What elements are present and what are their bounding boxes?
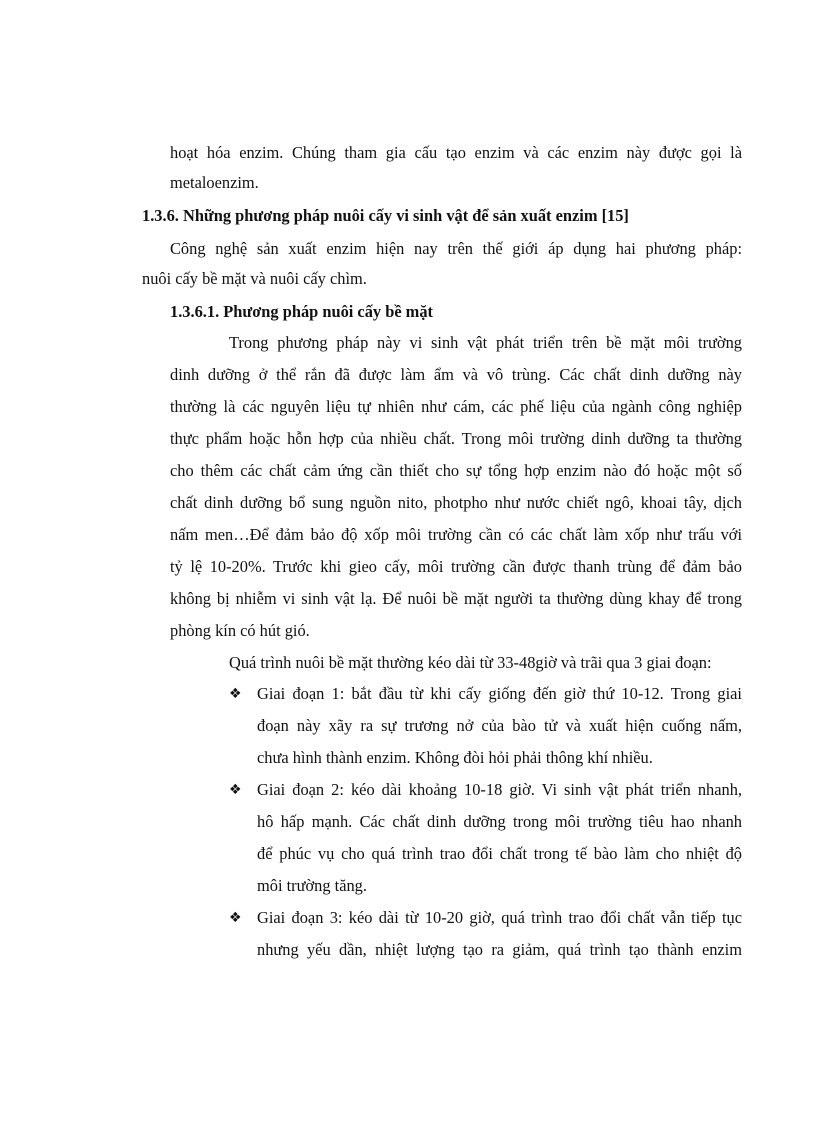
bullet-text-line: Giai đoạn 1: bắt đầu từ khi cấy giống đến giờ thứ 10-12. Trong giai bbox=[257, 684, 742, 703]
text-line: Trong phương pháp này vi sinh vật phát triển trên bề mặt môi trường bbox=[229, 333, 742, 352]
bullet-text-line: môi trường tăng. bbox=[257, 876, 367, 895]
section-heading: 1.3.6. Những phương pháp nuôi cấy vi sinh vật để sản xuất enzim [15] bbox=[142, 206, 629, 225]
bullet-text-line: Giai đoạn 2: kéo dài khoảng 10-18 giờ. Vi sinh vật phát triển nhanh, bbox=[257, 780, 742, 799]
text-line: dinh dưỡng ở thể rắn đã được làm ẩm và vô trùng. Các chất dinh dưỡng này bbox=[170, 365, 742, 384]
bullet-diamond-icon: ❖ bbox=[229, 686, 242, 702]
text-line: không bị nhiễm vi sinh vật lạ. Để nuôi bề mặt người ta thường dùng khay để trong bbox=[170, 589, 742, 608]
text-line: Quá trình nuôi bề mặt thường kéo dài từ 33-48giờ và trãi qua 3 giai đoạn: bbox=[229, 653, 712, 672]
text-line: thường là các nguyên liệu tự nhiên như cám, các phế liệu của ngành công nghiệp bbox=[170, 397, 742, 416]
text-line: nấm men…Để đảm bảo độ xốp môi trường cần có các chất làm xốp như trấu với bbox=[170, 525, 742, 544]
text-line: hoạt hóa enzim. Chúng tham gia cấu tạo enzim và các enzim này được gọi là bbox=[170, 143, 742, 162]
text-line: Công nghệ sản xuất enzim hiện nay trên thế giới áp dụng hai phương pháp: bbox=[170, 239, 742, 258]
text-line: chất dinh dưỡng bổ sung nguồn nito, photpho như nước chiết ngô, khoai tây, dịch bbox=[170, 493, 742, 512]
text-line: tỷ lệ 10-20%. Trước khi gieo cấy, môi trường cần được thanh trùng để đảm bảo bbox=[170, 557, 742, 576]
text-line: metaloenzim. bbox=[170, 173, 259, 192]
bullet-text-line: để phúc vụ cho quá trình trao đổi chất trong tế bào làm cho nhiệt độ bbox=[257, 844, 742, 863]
bullet-text-line: đoạn này xãy ra sự trương nở của bào tử và xuất hiện cuống nấm, bbox=[257, 716, 742, 735]
text-line: cho thêm các chất cảm ứng cần thiết cho sự tổng hợp enzim nào đó hoặc một số bbox=[170, 461, 742, 480]
bullet-diamond-icon: ❖ bbox=[229, 910, 242, 926]
bullet-text-line: hô hấp mạnh. Các chất dinh dưỡng trong môi trường tiêu hao nhanh bbox=[257, 812, 742, 831]
text-line: thực phẩm hoặc hỗn hợp của nhiều chất. Trong môi trường dinh dưỡng ta thường bbox=[170, 429, 742, 448]
text-line: nuôi cấy bề mặt và nuôi cấy chìm. bbox=[142, 269, 367, 288]
text-line: phòng kín có hút gió. bbox=[170, 621, 310, 640]
bullet-diamond-icon: ❖ bbox=[229, 782, 242, 798]
bullet-text-line: nhưng yếu dần, nhiệt lượng tạo ra giảm, quá trình tạo thành enzim bbox=[257, 940, 742, 959]
bullet-text-line: Giai đoạn 3: kéo dài từ 10-20 giờ, quá trình trao đổi chất vẫn tiếp tục bbox=[257, 908, 742, 927]
bullet-text-line: chưa hình thành enzim. Không đòi hỏi phải thông khí nhiều. bbox=[257, 748, 653, 767]
subsection-heading: 1.3.6.1. Phương pháp nuôi cấy bề mặt bbox=[170, 302, 433, 321]
